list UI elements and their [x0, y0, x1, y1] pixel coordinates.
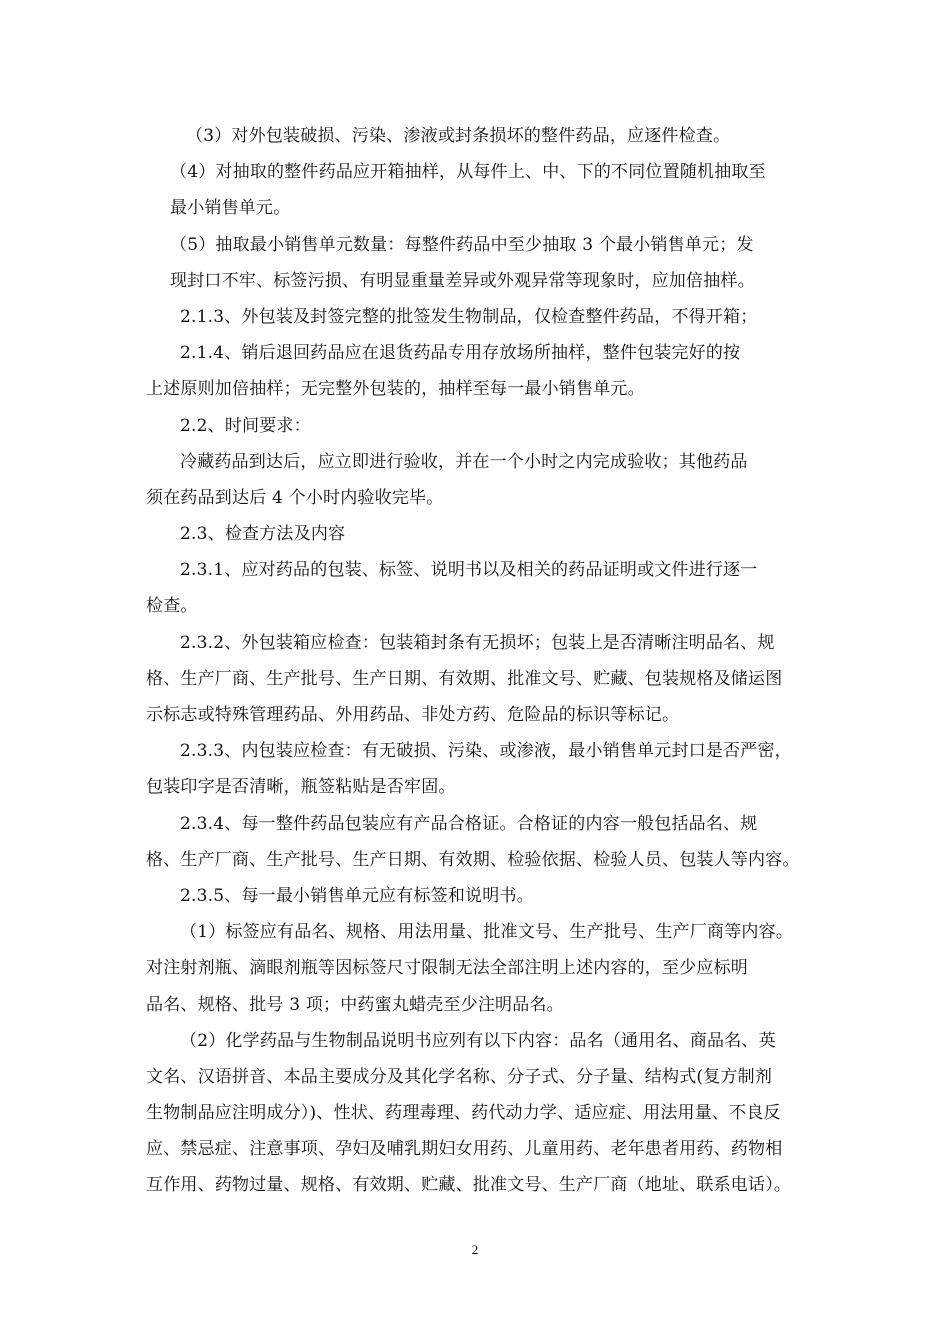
paragraph-line: 2.3.3、内包装应检查：有无破损、污染、或渗液，最小销售单元封口是否严密， [180, 741, 792, 762]
paragraph-line: 2.1.3、外包装及封签完整的批签发生物制品，仅检查整件药品，不得开箱； [180, 306, 758, 327]
paragraph-line: （4）对抽取的整件药品应开箱抽样，从每件上、中、下的不同位置随机抽取至 [170, 162, 766, 183]
paragraph-line: 冷藏药品到达后，应立即进行验收，并在一个小时之内完成验收；其他药品 [180, 451, 748, 472]
paragraph-line: 2.1.4、销后退回药品应在退货药品专用存放场所抽样，整件包装完好的按 [180, 343, 741, 364]
paragraph-line: 对注射剂瓶、滴眼剂瓶等因标签尺寸限制无法全部注明上述内容的，至少应标明 [146, 958, 748, 979]
paragraph-line: 检查。 [146, 596, 198, 617]
paragraph-line: 2.3.2、外包装箱应检查：包装箱封条有无损坏；包装上是否清晰注明品名、规 [180, 632, 775, 653]
paragraph-line: 2.3.5、每一最小销售单元应有标签和说明书。 [180, 885, 534, 906]
paragraph-line: （2）化学药品与生物制品说明书应列有以下内容：品名（通用名、商品名、英 [180, 1030, 776, 1051]
paragraph-line: 应、禁忌症、注意事项、孕妇及哺乳期妇女用药、儿童用药、老年患者用药、药物相 [146, 1139, 783, 1160]
paragraph-line: （3）对外包装破损、污染、渗液或封条损坏的整件药品，应逐件检查。 [186, 126, 731, 146]
paragraph-line: 格、生产厂商、生产批号、生产日期、有效期、批准文号、贮藏、包装规格及储运图 [146, 668, 783, 689]
paragraph-line: 现封口不牢、标签污损、有明显重量差异或外观异常等现象时，应加倍抽样。 [170, 270, 755, 291]
paragraph-line: 2.3.1、应对药品的包装、标签、说明书以及相关的药品证明或文件进行逐一 [180, 560, 758, 581]
paragraph-line: 文名、汉语拼音、本品主要成分及其化学名称、分子式、分子量、结构式(复方制剂 [146, 1066, 773, 1087]
paragraph-line: 最小销售单元。 [170, 198, 291, 219]
paragraph-line: （1）标签应有品名、规格、用法用量、批准文号、生产批号、生产厂商等内容。 [180, 922, 794, 943]
paragraph-line: 2.2、时间要求： [180, 415, 311, 436]
paragraph-line: 格、生产厂商、生产批号、生产日期、有效期、检验依据、检验人员、包装人等内容。 [146, 849, 800, 870]
document-body [146, 118, 810, 1204]
paragraph-line: 包装印字是否清晰，瓶签粘贴是否牢固。 [146, 777, 456, 798]
paragraph-line: 互作用、药物过量、规格、有效期、贮藏、批准文号、生产厂商（地址、联系电话）。 [146, 1175, 792, 1196]
page-number: 2 [471, 1242, 479, 1257]
paragraph-line: 示标志或特殊管理药品、外用药品、非处方药、危险品的标识等标记。 [146, 705, 680, 725]
paragraph-line: 2.3、检查方法及内容 [180, 524, 346, 545]
paragraph-line: 上述原则加倍抽样；无完整外包装的，抽样至每一最小销售单元。 [146, 379, 645, 400]
paragraph-line: 生物制品应注明成分）)、性状、药理毒理、药代动力学、适应症、用法用量、不良反 [146, 1103, 781, 1124]
paragraph-line: 品名、规格、批号 3 项；中药蜜丸蜡壳至少注明品名。 [146, 994, 564, 1015]
paragraph-line: 须在药品到达后 4 个小时内验收完毕。 [146, 487, 444, 508]
paragraph-line: （5）抽取最小销售单元数量：每整件药品中至少抽取 3 个最小销售单元；发 [170, 234, 754, 255]
paragraph-line: 2.3.4、每一整件药品包装应有产品合格证。合格证的内容一般包括品名、规 [180, 813, 758, 834]
